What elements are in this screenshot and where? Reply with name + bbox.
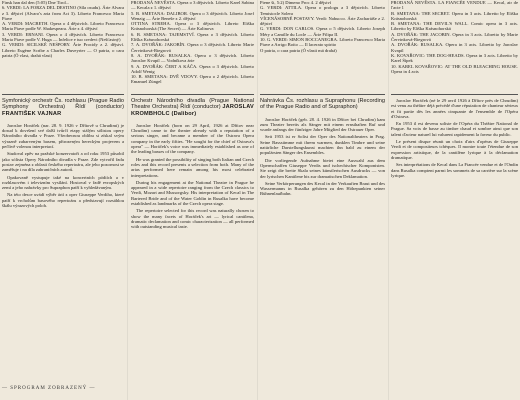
paragraph: Jaroslav Horáček (nar. 28. 9. 1926 v Dřítově u Chrudimi) je dosud k dovršení své další tvůrčí etapy stálým sólistou opery Národního divadla v Praze. Všeobecnou oblibu si získal svým výrazně zabarveným basem, přirozeným hereckým projevem a pečlivě volenou interpretací.	[2, 122, 124, 150]
track-entry: 9. A. DVOŘÁK: ČERT A KÁČA. Opera o 3 dějstvích. Libreto Adolf Wenig	[131, 63, 254, 74]
performer-credit	[2, 98, 124, 117]
track-entry: 7. A. DVOŘÁK: JAKOBÍN. Opera o 3 dějstvích. Libreto Marie Červinková-Riegrová	[131, 42, 254, 53]
column-german	[260, 0, 385, 400]
paragraph: Jaroslav Horáček (né le 29 avril 1926 à Dřítov près de Chrudim) est venu au théâtre déjà précédé d'une réputation de chanteur sérieux et fit partie dès les années cinquante de l'ensemble de l'Opéra d'Ostrava.	[391, 98, 518, 119]
paragraph: Na této desce uvádí výběr árií z oper Giuseppe Verdiho, které patří k vrcholům basového repertoáru a představují rozsáhlou škálu výrazových poloh.	[2, 192, 124, 209]
biography-text	[131, 123, 254, 230]
column-divider	[388, 0, 389, 400]
track-entry: A. DVOŘÁK: THE JACOBIN. Opera in 3 acts. Libretto by Marie Červinková-Riegrová	[391, 31, 518, 43]
biography-text	[260, 117, 385, 197]
track-entry: A. DVOŘÁK: RUSALKA. Opera in 3 acts. Libretto by Jaroslav Kvapil	[391, 42, 518, 53]
divider-rule	[2, 94, 124, 95]
track-list	[131, 0, 254, 91]
divider-rule	[391, 94, 518, 95]
paragraph: Seine Verkörperungen des Kecal in der Verkauften Braut und des Wassermanns in Rusalka gehören zu den Höhepunkten seiner Bühnenlaufbahn.	[260, 180, 385, 197]
paragraph: He was granted the possibility of singing both Italian and Czech roles and this record presents a selection from both. Many of the arias performed here remain among his most celebrated interpretations.	[131, 156, 254, 178]
paragraph: Studoval zpěv na pražské konzervatoři a od roku 1953 působil jako sólista Opery Národního divadla v Praze. Zde vytvořil řadu postav zejména z oblasti českého repertoáru, ale jeho pozornost se zaměřuje i na díla zahraničních autorů.	[2, 151, 124, 173]
track-list	[260, 0, 385, 91]
performer-credit-text: Orchestr Národního divadla (Prague National Theatre Orchestra) Řídí (conductor)	[131, 98, 254, 111]
track-entry: G. VERDI: SICILSKÉ NEŠPORY. Árie Procidy z 2. dějství. Libreto Eugène Scribe a Charles Duveyrier — O patria, o cara patria (Ó vlast, drahá vlast)	[2, 42, 124, 58]
track-entry: G. VERDI: DON CARLOS. Opera o 5 dějstvích. Libreto Joseph Méry a Camille du Locle — Árie Filipa II.	[260, 26, 385, 37]
performer-credit-text: Nahrávka Čs. rozhlasu a Supraphonu (Recording of the Prague Radio and of Supraphon)	[260, 98, 385, 111]
paragraph: Le présent disque réunit un choix d'airs d'opéras de Giuseppe Verdi et de compositeurs tchèques. Il montre toute l'étendue de son expression artistique, de la cantilène lyrique à la déclamation dramatique.	[391, 139, 518, 160]
biography-text	[2, 123, 124, 208]
paragraph: Seit 1953 ist er Solist der Oper des Nationaltheaters in Prag. Seine Bassstimme mit ihrem warmen, dunklen Timbre und seine natürliche Darstellungskunst machten ihn bald zu einem der populärsten Sänger des Ensembles.	[260, 134, 385, 156]
track-entry: K. KOVAŘOVIC: THE DOG-HEADS. Opera in 3 acts. Libretto by Karel Šípek	[391, 52, 518, 64]
track-entry: 8. A. DVOŘÁK: RUSALKA. Opera o 3 dějstvích. Libreto Jaroslav Kvapil — Vodníkova árie	[131, 52, 254, 64]
track-entry: VÍCENÁSOBNÉ POSTAVY. Verdi: Nabucco. Árie Zachariáše z 2. dějství	[260, 15, 385, 27]
column-czech	[2, 0, 124, 400]
performer-credit	[260, 98, 385, 111]
track-entry: OTTINA STREHA. Opera o 3 dějstvích. Libreto Eliška Krásnohorská (The Secret) — Árie Kalinova	[131, 21, 254, 32]
performer-credit	[131, 98, 254, 117]
track-entry: A. VERDI: MACBETH. Opera o 4 dějstvích. Libreto Francesco Maria Piave podle W. Shakespeara. Árie z 4. dějství	[2, 21, 124, 32]
track-entry: 5. B. SMETANA: DALIBOR. Opera o 3 dějstvích. Libreto Josef Wenzig — Árie Beneše z 2. dějství	[131, 10, 254, 21]
track-entry: 10. G. VERDI: SIMON BOCCANEGRA. Libreto Francesco Maria Piave a Arrigo Boito — Il lacerato spirito	[260, 37, 385, 48]
track-entry: PRODANÁ NEVĚSTA. LA FIANCÉE VENDUE — Kecal, air de l'acte 1	[391, 0, 518, 11]
track-entry: O patria, o cara patria (Ó vlasti má drahá)	[260, 47, 337, 53]
performer-credit-text: Symfonický orchestr Čs. rozhlasu (Prague Radio Symphony Orchestra) Řídí (conductor)	[2, 98, 124, 111]
track-entry: Piene ši, 5:2) Dimeno Proc 4. 2 dějství	[260, 0, 332, 5]
track-list	[391, 0, 518, 91]
column-english	[131, 0, 254, 400]
paragraph: The repertoire selected for this record was naturally chosen to show the many facets of Horáček's art — lyrical cantilena, dramatic declamation and comic characterization — all performed with outstanding musical taste.	[131, 208, 254, 230]
paragraph: Opakovaně vystupuje také na koncertních pódiích a v rozhlasovém i televizním vysílání. Hostoval v řadě evropských zemí a jeho nahrávky pro Supraphon patří k vyhledávaným.	[2, 174, 124, 191]
divider-rule	[260, 94, 385, 95]
column-french	[391, 0, 518, 400]
paragraph: Jaroslav Horáček (geb. 28. 4. 1926 in Dřítov bei Chrudim) kam zum Theater bereits als Sänger mit einem ernsthaften Ruf und wurde anfangs der fünfziger Jahre Mitglied der Ostrauer Oper.	[260, 116, 385, 133]
page-footer: — SPROGRAM ZOBRAZENÝ —	[2, 386, 96, 391]
track-entry: PRODANÁ NEVĚSTA. Opera o 3 dějstvích. Libreto Karel Sabina — Kecala z 1. dějství	[131, 0, 254, 11]
paragraph: Die vorliegende Aufnahme bietet eine Auswahl aus dem Opernschaffen Giuseppe Verdis und tschechischer Komponisten. Sie zeigt die breite Skala seines künstlerischen Ausdrucks — von der lyrischen Kantilene bis zur dramatischen Deklamation.	[260, 157, 385, 179]
track-entry: B. SMETANA: THE SECRET. Opera in 3 acts. Libretto by Eliška Krásnohorská	[391, 10, 518, 21]
track-entry: B. SMETANA: THE DEVIL'S WALL. Comic opera in 3 acts. Libretto by Eliška Krásnohorská	[391, 21, 518, 32]
divider-rule	[131, 94, 254, 95]
paragraph: Jaroslav Horáček (born on 29 April, 1926 at Dřítov near Chrudim) came to the theatre already with a reputation of a serious singer, and became a member of the Ostrava Opera company in the early fifties. "He sought for the chief of Ostrava's opera" — Horáček's voice was immediately established as one of the leading basses of the company.	[131, 122, 254, 155]
track-list	[2, 0, 124, 91]
track-entry: 10. B. SMETANA: DVĚ VDOVY. Opera o 2 dějstvích. Libreto Emanuel Züngel	[131, 74, 254, 85]
track-entry: 6. VERDI: LA FORZA DEL DESTINO (Síla osudu). Árie Alvara z 3. dějství (Alvaro's aria from Act 3). Libreto Francesco Maria Piave	[2, 5, 124, 21]
conductor-name: JAROSLAV KROMBHOLC (Dalibor)	[131, 104, 254, 117]
biography-text	[391, 98, 518, 178]
conductor-name: FRANTIŠEK VAJNAR	[2, 110, 62, 117]
track-entry: 10. KAREL KOVAŘOVIC: AT THE OLD BLEACHING HOUSE. Opera in 4 acts	[391, 63, 518, 74]
paragraph: Ses interprétations de Kecal dans La Fiancée vendue et de l'Ondin dans Rusalka comptent parmi les sommets de sa carrière sur la scène lyrique.	[391, 162, 518, 178]
column-divider	[257, 0, 258, 400]
paragraph: En 1953 il est devenu soliste de l'Opéra du Théâtre National de Prague. Sa voix de basse au timbre chaud et sombre ainsi que son talent d'acteur naturel lui valurent rapidement la faveur du public.	[391, 121, 518, 137]
track-entry: 3. VERDI: ERNANI. Opera o 4 dějstvích. Libreto Francesco Maria Piave podle V. Huga — Infelice e tuo credevi (Nešťastný)	[2, 31, 124, 43]
track-entry: Finsk han dal den (5:05) Dne Tirol...	[2, 0, 70, 5]
paragraph: During his engagement at the National Theatre in Prague he appeared in a wide repertoire ranging from the Czech classics to Verdi, Mozart and Mussorgsky. His interpretation of Kecal in The Bartered Bride and of the Water Goblin in Rusalka have become established as landmarks of the Czech opera stage.	[131, 179, 254, 207]
track-entry: 6. B. SMETANA: TAJEMSTVÍ. Opera o 3 dějstvích. Libreto Eliška Krásnohorská	[131, 31, 254, 43]
track-entry: G. VERDI: ATTILA. Opera o prologu a 3 dějstvích. Libreto Temistocle Solera	[260, 5, 385, 16]
column-divider	[127, 0, 128, 400]
